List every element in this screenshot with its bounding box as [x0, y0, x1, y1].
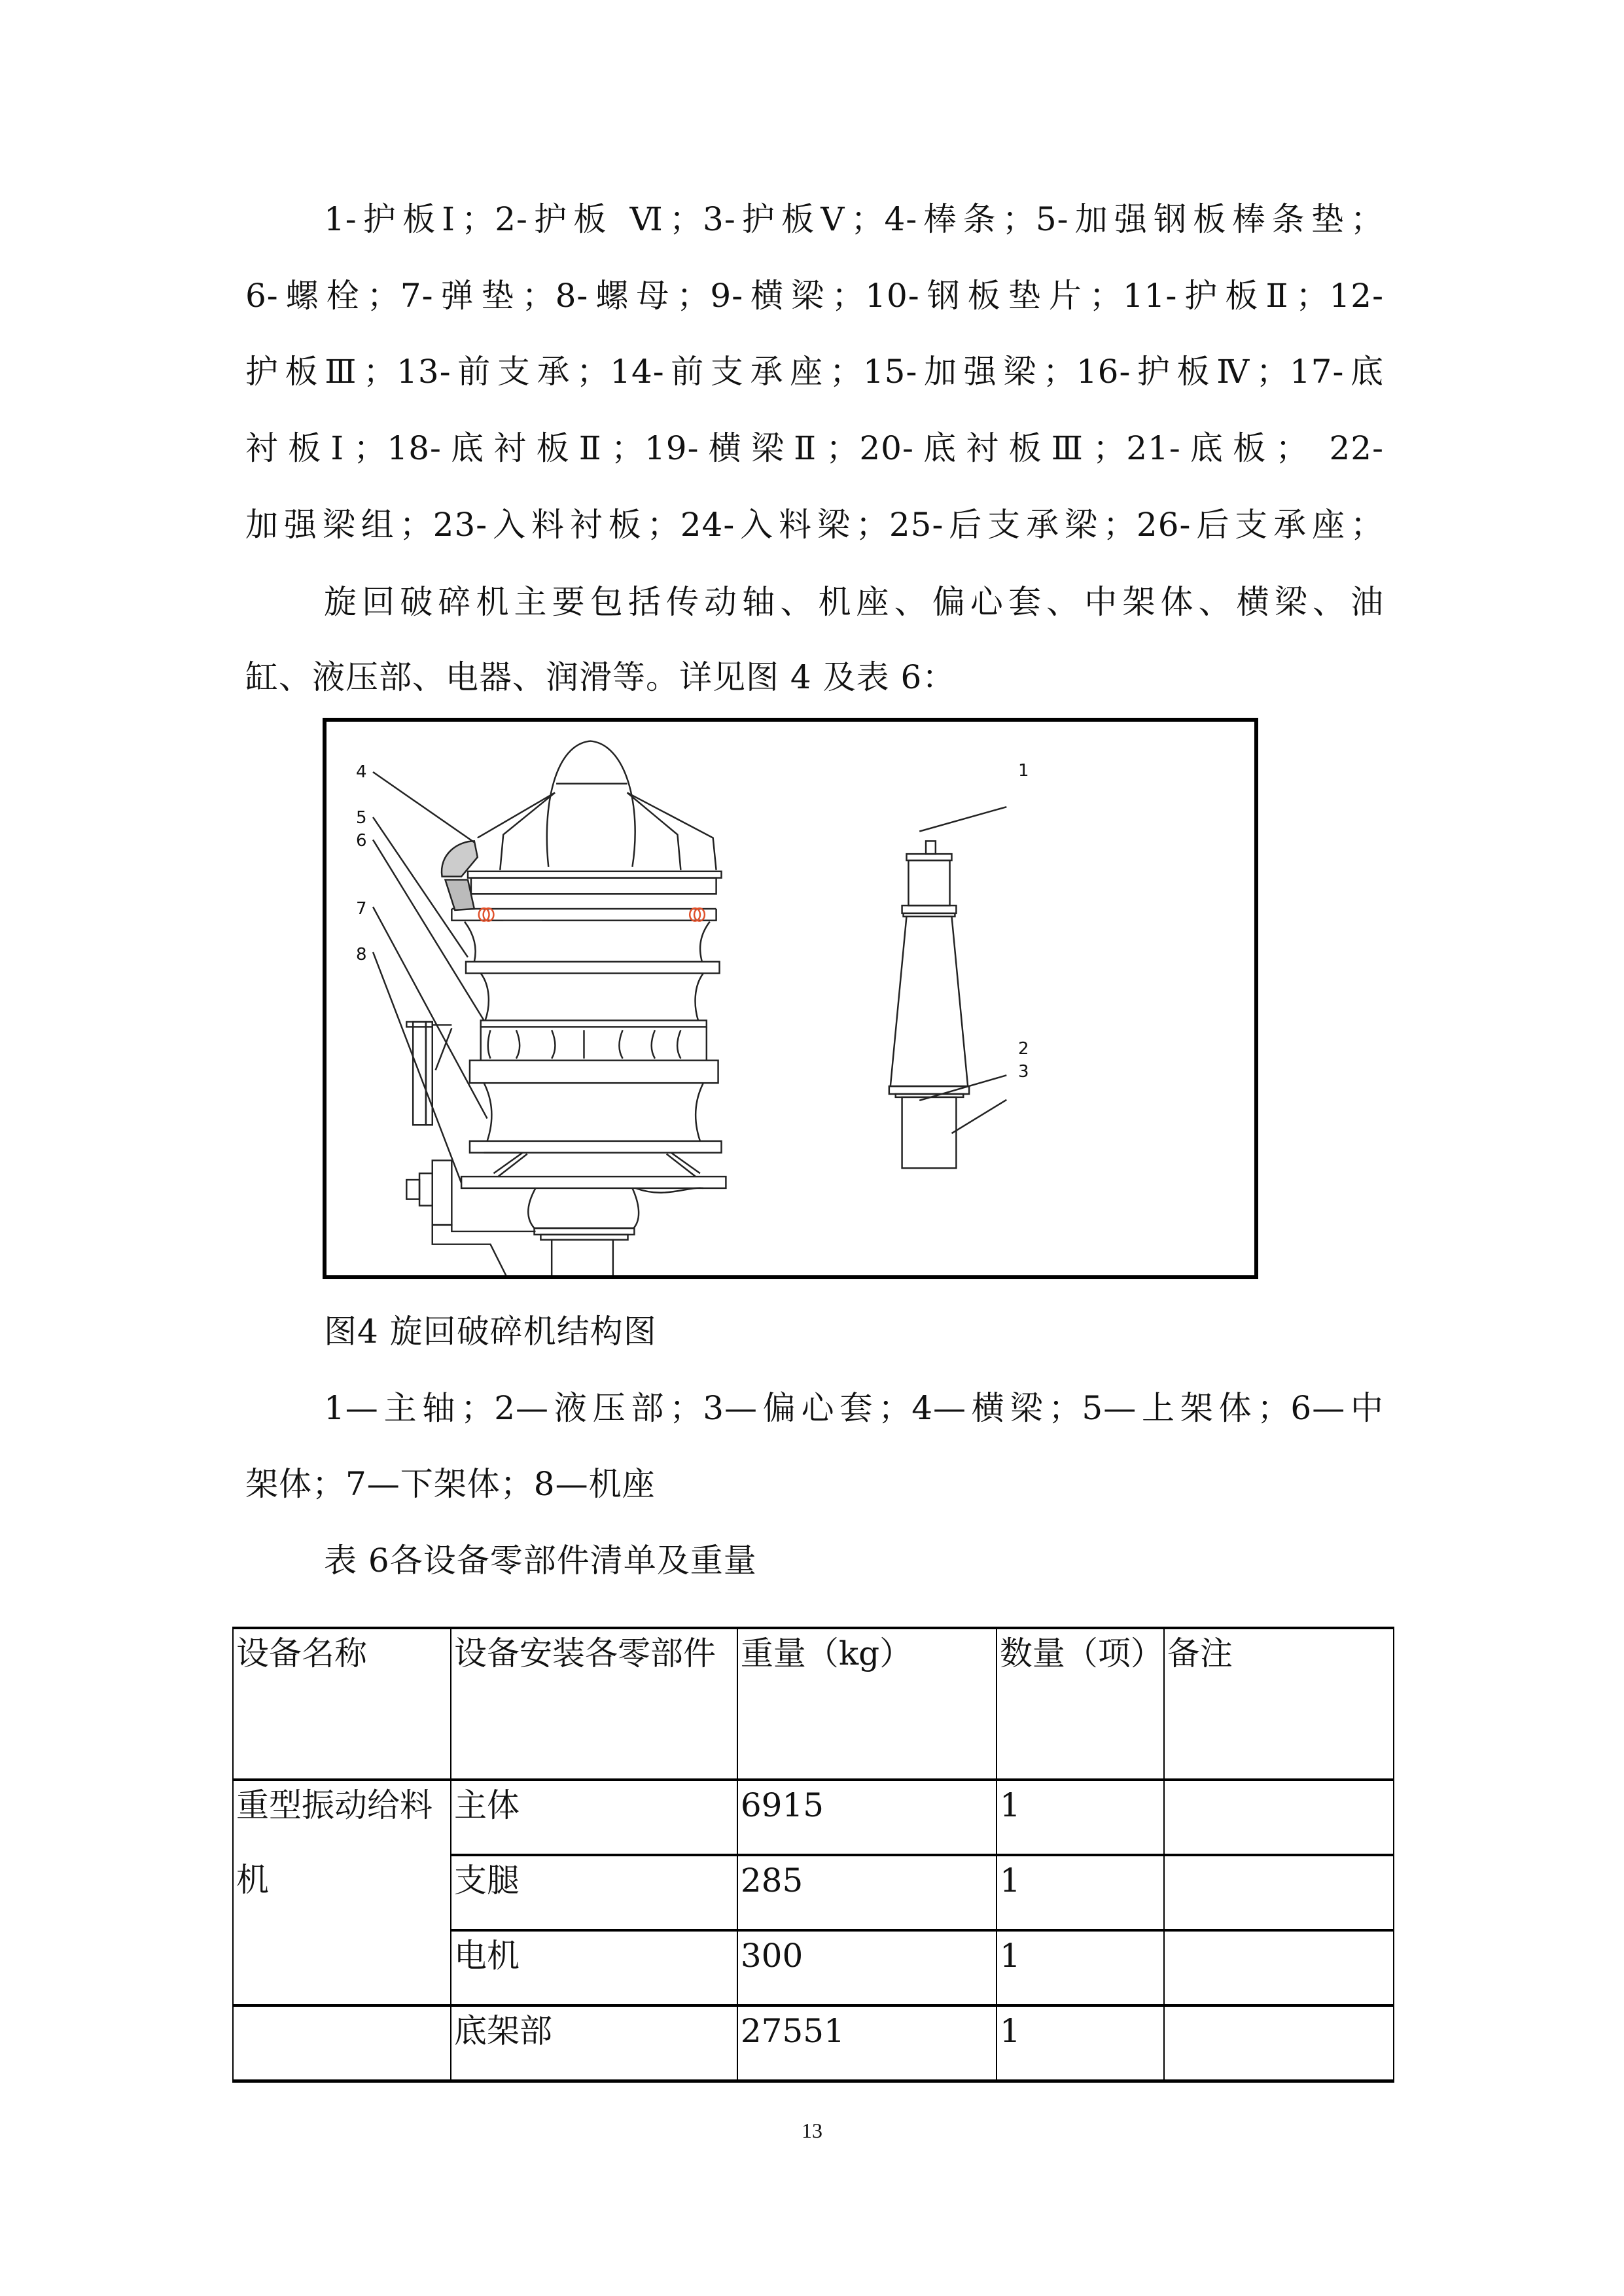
header-note: 备注 [1164, 1628, 1394, 1780]
table-title: 表 6各设备零部件清单及重量 [324, 1542, 757, 1580]
cell-equipment [233, 2005, 451, 2081]
cell-note [1164, 2005, 1394, 2081]
cell-part: 支腿 [451, 1855, 737, 1930]
table-header-row [233, 1628, 1394, 1780]
cell-qty: 1 [997, 1930, 1164, 2005]
table-row [233, 2005, 1394, 2081]
cell-equipment: 重型振动给料机 [233, 1780, 451, 2005]
callout-5: 5 [356, 808, 367, 828]
callout-7: 7 [356, 899, 367, 919]
parts-weight-table [232, 1627, 1394, 2083]
header-equipment-name: 设备名称 [233, 1628, 451, 1780]
figure-legend-line-1: 1—主轴；2—液压部；3—偏心套；4—横梁；5—上架体；6—中 [324, 1389, 1384, 1427]
callout-3: 3 [1018, 1062, 1029, 1082]
callout-1: 1 [1018, 761, 1029, 781]
cell-weight: 285 [737, 1855, 997, 1930]
cell-part: 电机 [451, 1930, 737, 2005]
parts-legend-line-1: 1-护板Ⅰ；2-护板 Ⅵ；3-护板Ⅴ；4-棒条；5-加强钢板棒条垫； [324, 200, 1384, 238]
callout-6: 6 [356, 831, 367, 851]
cell-qty: 1 [997, 1780, 1164, 1855]
page-number: 13 [802, 2119, 822, 2142]
parts-legend-line-4: 衬板Ⅰ；18-底衬板Ⅱ；19-横梁Ⅱ；20-底衬板Ⅲ；21-底板； 22- [245, 429, 1384, 467]
figure-caption: 图4 旋回破碎机结构图 [324, 1313, 657, 1351]
parts-legend-line-5: 加强梁组；23-入料衬板；24-入料梁；25-后支承梁；26-后支承座； [245, 506, 1384, 544]
figure-legend-line-2: 架体；7—下架体；8—机座 [245, 1465, 656, 1503]
cell-qty: 1 [997, 1855, 1164, 1930]
crusher-intro-line-2: 缸、液压部、电器、润滑等。详见图 4 及表 6： [245, 658, 956, 696]
header-quantity: 数量（项） [997, 1628, 1164, 1780]
crusher-structure-figure [323, 718, 1258, 1279]
callout-4: 4 [356, 762, 367, 782]
crusher-intro-line-1: 旋回破碎机主要包括传动轴、机座、偏心套、中架体、横梁、油 [324, 583, 1384, 621]
cell-weight: 27551 [737, 2005, 997, 2081]
cell-note [1164, 1780, 1394, 1855]
parts-legend-line-2: 6-螺栓；7-弹垫；8-螺母；9-横梁；10-钢板垫片；11-护板Ⅱ；12- [245, 277, 1384, 315]
cell-note [1164, 1855, 1394, 1930]
cell-note [1164, 1930, 1394, 2005]
callout-2: 2 [1018, 1039, 1029, 1059]
cell-part: 主体 [451, 1780, 737, 1855]
header-weight: 重量（kg） [737, 1628, 997, 1780]
cell-weight: 300 [737, 1930, 997, 2005]
cell-part: 底架部 [451, 2005, 737, 2081]
crusher-drawing [327, 722, 1254, 1275]
cell-qty: 1 [997, 2005, 1164, 2081]
callout-8: 8 [356, 945, 367, 964]
header-parts: 设备安装各零部件 [451, 1628, 737, 1780]
parts-legend-line-3: 护板Ⅲ；13-前支承；14-前支承座；15-加强梁；16-护板Ⅳ；17-底 [245, 353, 1384, 391]
cell-weight: 6915 [737, 1780, 997, 1855]
